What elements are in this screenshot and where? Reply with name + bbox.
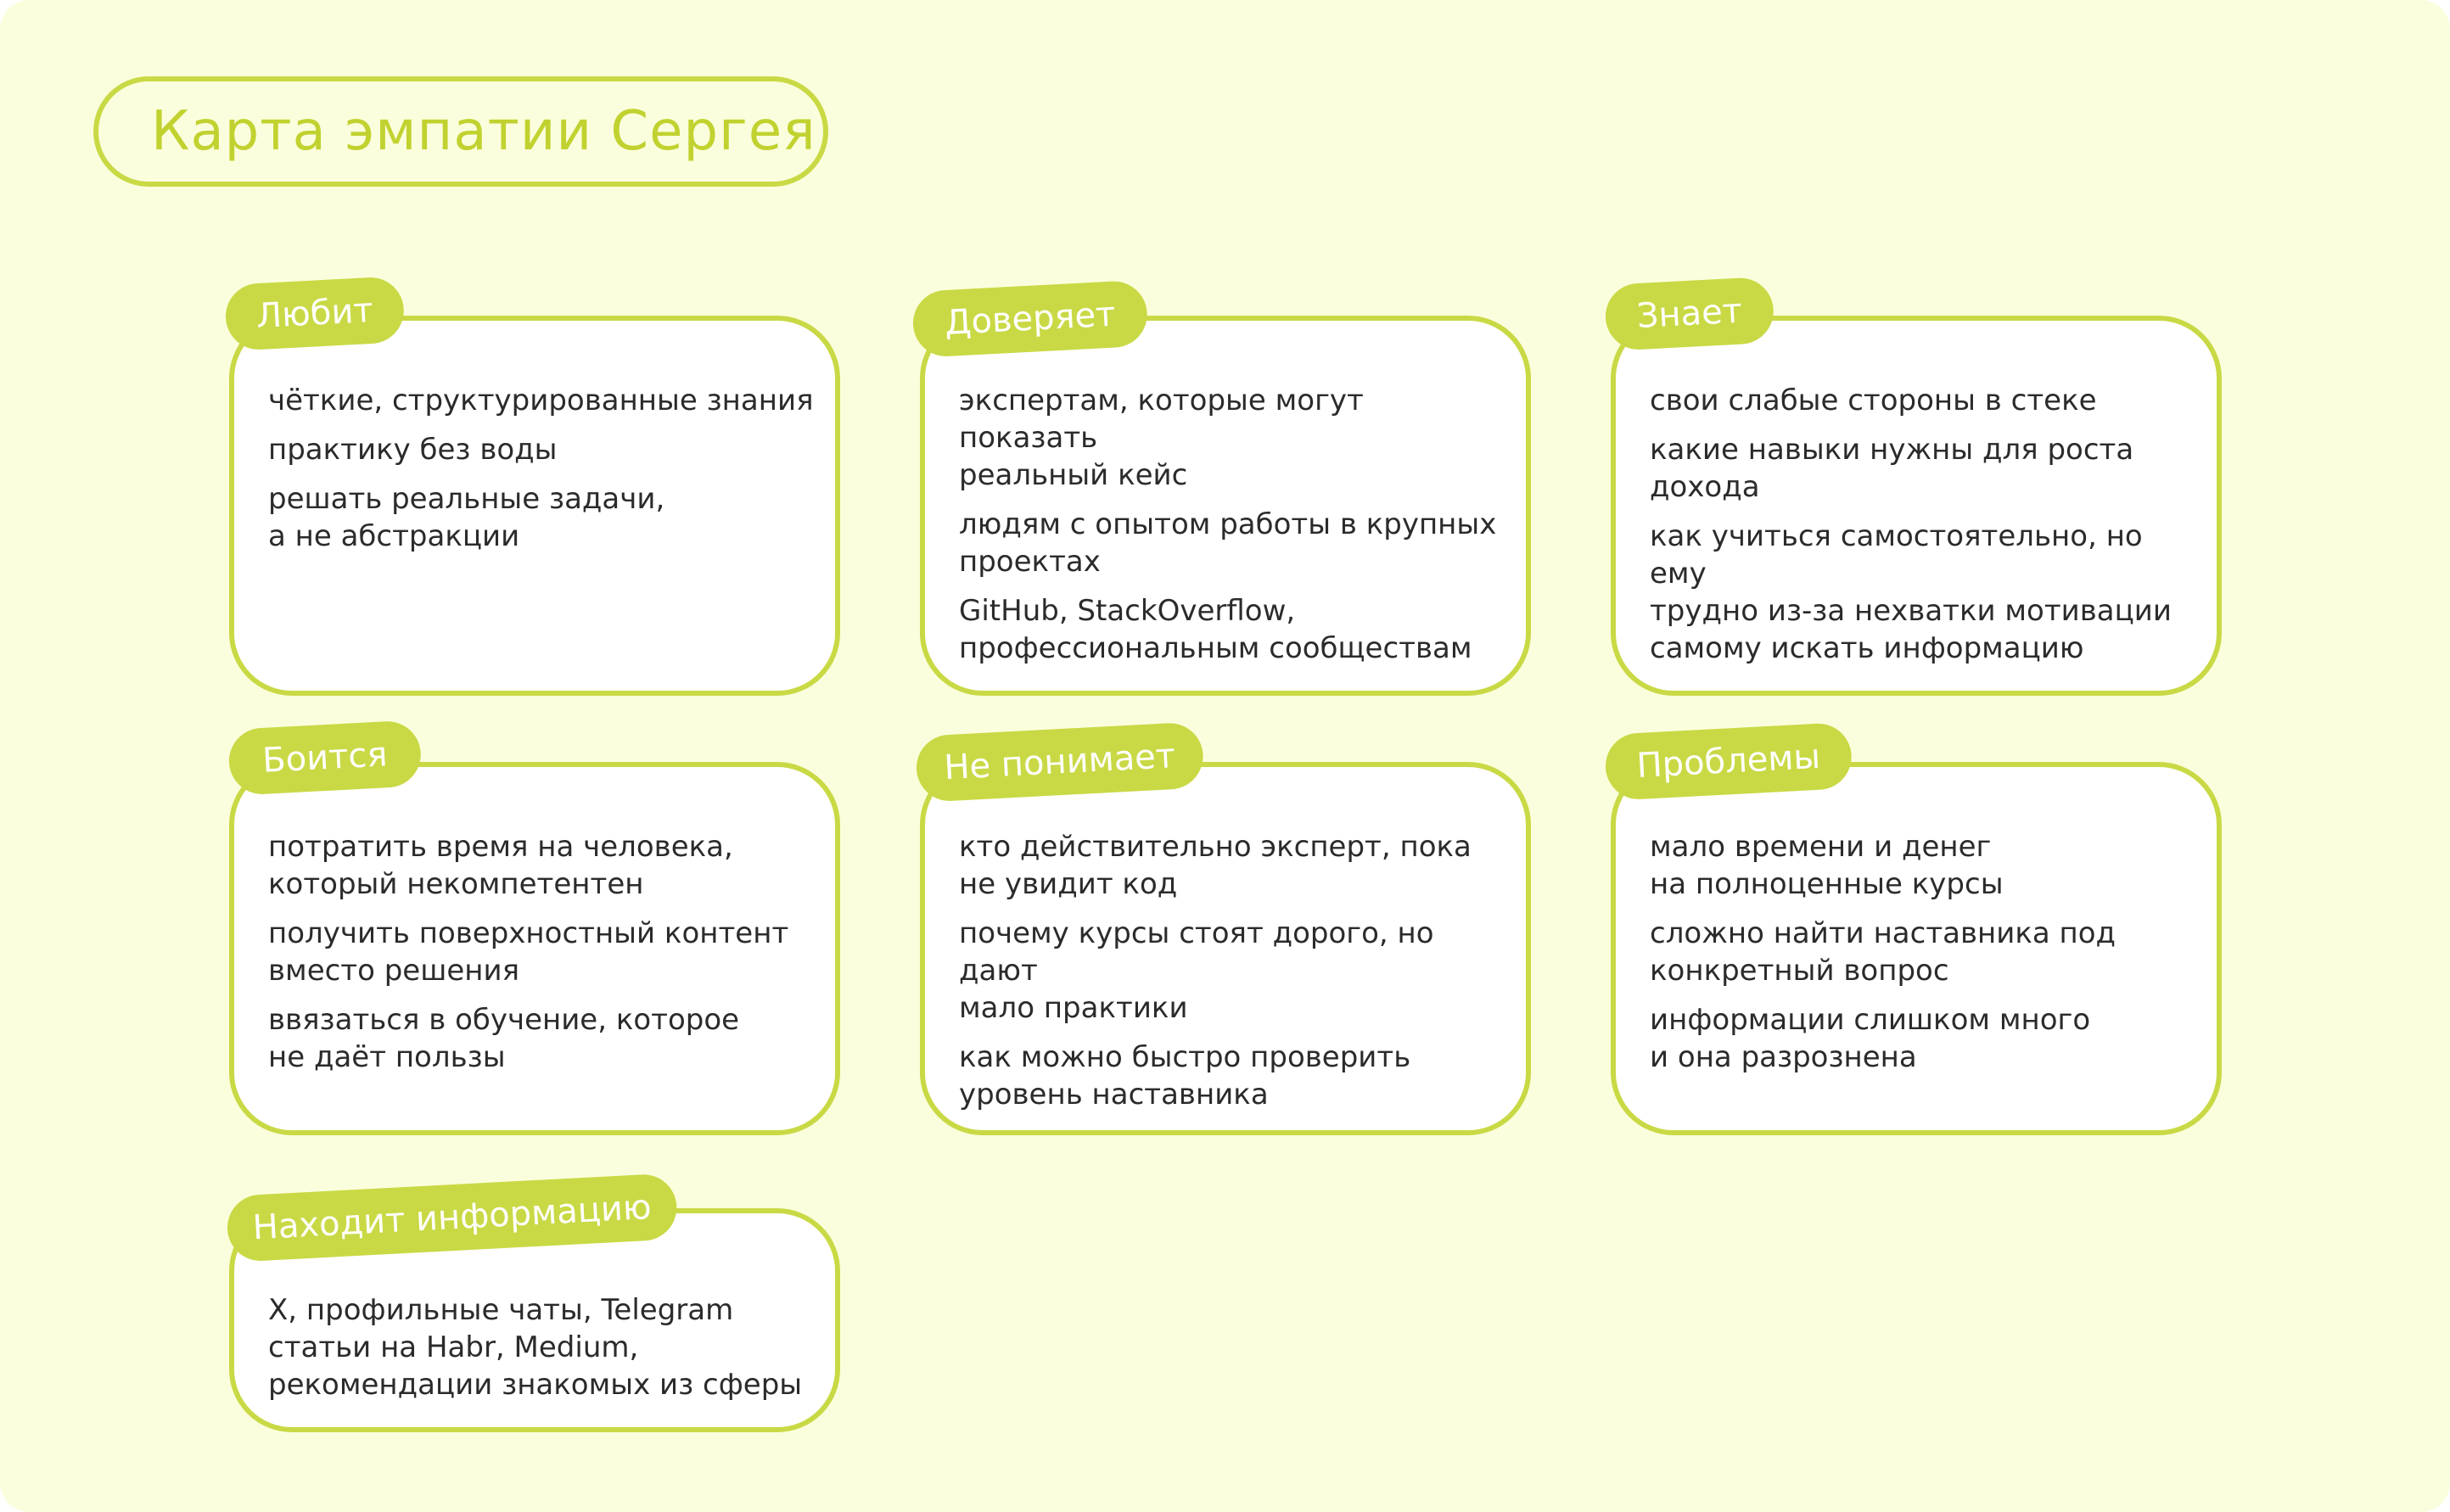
page-title: Карта эмпатии Сергея [151, 100, 816, 163]
card-fears [229, 762, 840, 1135]
tag-label: Проблемы [1635, 736, 1822, 787]
tag-label: Не понимает [943, 736, 1177, 788]
card-item: людям с опытом работы в крупных проектах [959, 507, 1497, 579]
tag-label: Любит [255, 290, 374, 337]
tag-loves [224, 276, 406, 351]
card-problems [1611, 762, 2222, 1135]
card-item: X, профильные чаты, Telegram статьи на Habr, Medium, рекомендации знакомых из сферы [268, 1293, 803, 1402]
card-item: ввязаться в обучение, которое не даёт пользы [268, 1003, 740, 1074]
card-knows [1611, 316, 2222, 696]
card-item: кто действительно эксперт, пока не увидит код [959, 830, 1472, 901]
card-item: решать реальные задачи, а не абстракции [268, 482, 665, 553]
tag-problems [1604, 722, 1853, 801]
card-item: получить поверхностный контент вместо решения [268, 916, 789, 988]
card-item: какие навыки нужны для роста дохода [1650, 433, 2134, 504]
card-item: информации слишком много и она разрознена [1650, 1003, 2091, 1074]
card-item: практику без воды [268, 433, 558, 467]
card-trusts [920, 316, 1531, 696]
tag-label: Доверяет [944, 294, 1117, 344]
card-item: свои слабые стороны в стеке [1650, 384, 2097, 417]
card-item: как можно быстро проверить уровень наставника [959, 1040, 1411, 1112]
tag-label: Боится [261, 735, 389, 781]
card-item: чёткие, структурированные знания [268, 384, 814, 417]
tag-trusts [911, 280, 1149, 358]
tag-label: Знает [1635, 291, 1744, 337]
card-item: как учиться самостоятельно, но ему трудно из-за нехватки мотивации самому искать информацию [1650, 519, 2172, 665]
tag-label: Находит информацию [251, 1187, 653, 1248]
title-pill [93, 76, 828, 187]
card-doesnt-understand [920, 762, 1531, 1135]
card-item: мало времени и денег на полноценные курсы [1650, 830, 2004, 901]
card-item: сложно найти наставника под конкретный вопрос [1650, 916, 2116, 988]
card-item: экспертам, которые могут показать реальный кейс [959, 384, 1364, 492]
card-item: почему курсы стоят дорого, но дают мало практики [959, 916, 1434, 1025]
card-item: потратить время на человека, который некомпетентен [268, 830, 733, 901]
tag-fears [227, 720, 423, 796]
card-item: GitHub, StackOverflow, профессиональным сообществам [959, 594, 1472, 665]
tag-knows [1604, 277, 1775, 351]
card-loves [229, 316, 840, 696]
